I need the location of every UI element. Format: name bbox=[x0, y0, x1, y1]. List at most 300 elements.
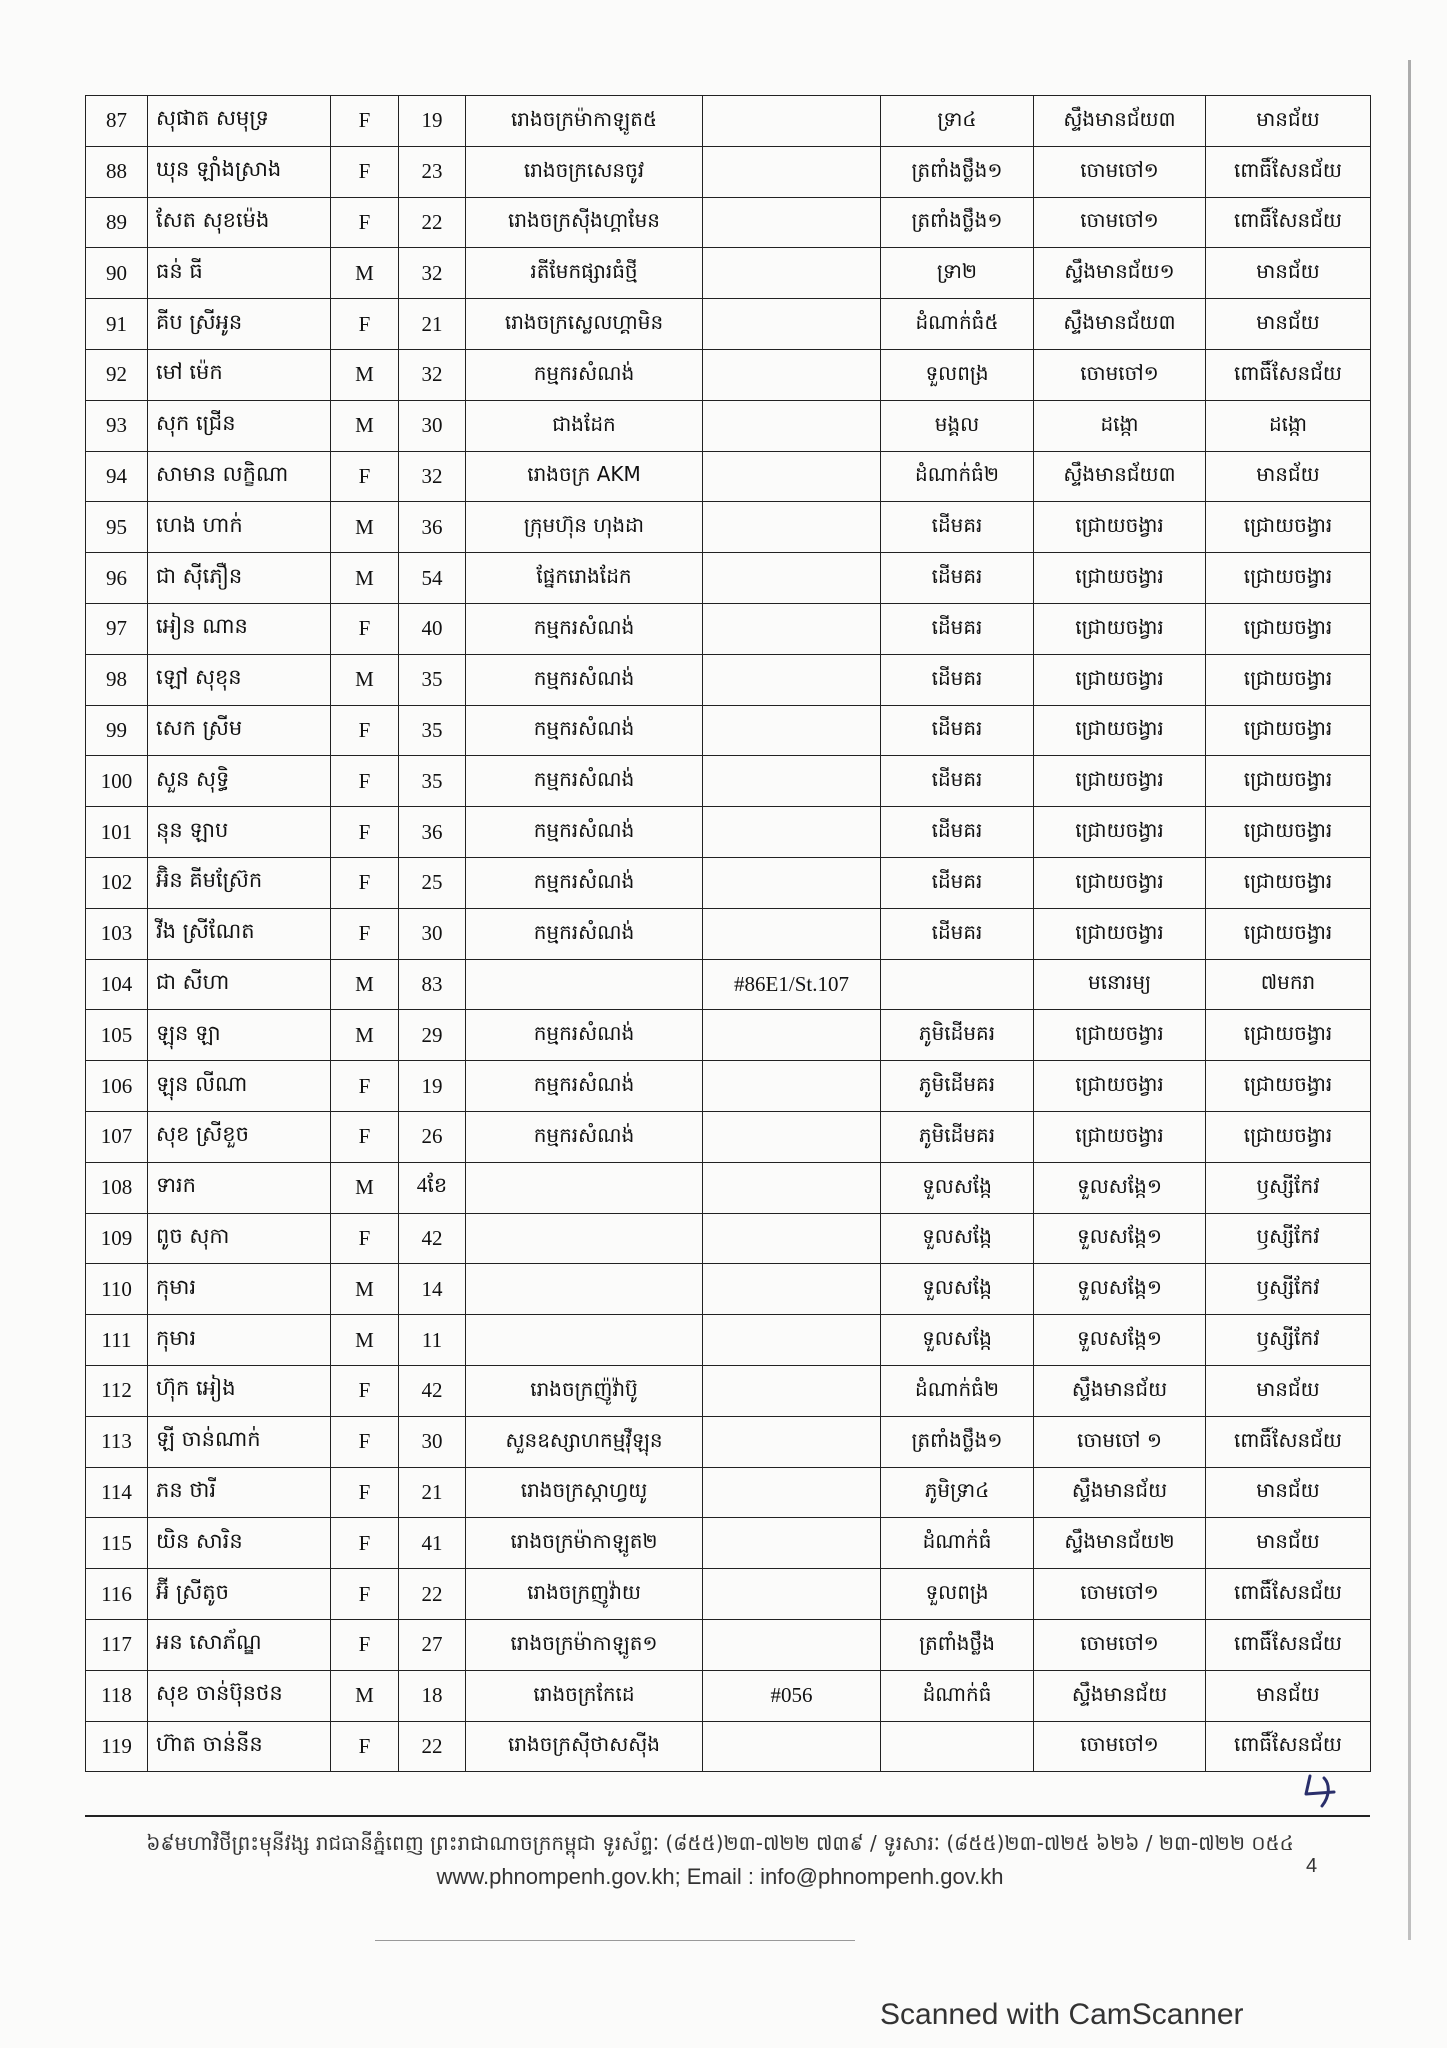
row-number-cell: 94 bbox=[86, 451, 148, 502]
sangkat-cell: ស្ទឹងមានជ័យ bbox=[1034, 1670, 1206, 1721]
row-number-cell: 87 bbox=[86, 96, 148, 147]
workplace-cell: រោងចក្រសេនចូវ bbox=[466, 146, 703, 197]
table-row bbox=[86, 1264, 1371, 1315]
village-cell: ដើមគរ bbox=[881, 908, 1034, 959]
village-cell: ដើមគរ bbox=[881, 857, 1034, 908]
person-name-cell: វីង ស្រីណែត bbox=[148, 908, 331, 959]
sex-cell: F bbox=[331, 299, 399, 350]
khan-cell: ជ្រោយចង្វារ bbox=[1206, 756, 1371, 807]
khan-cell: មានជ័យ bbox=[1206, 1365, 1371, 1416]
sex-cell: F bbox=[331, 1213, 399, 1264]
house-address-cell bbox=[703, 1619, 881, 1670]
sangkat-cell: ទួលសង្កែ១ bbox=[1034, 1162, 1206, 1213]
table-row bbox=[86, 299, 1371, 350]
sangkat-cell: ដង្កោ bbox=[1034, 400, 1206, 451]
house-address-cell bbox=[703, 553, 881, 604]
house-address-cell: #056 bbox=[703, 1670, 881, 1721]
age-cell: 21 bbox=[399, 299, 466, 350]
khan-cell: ជ្រោយចង្វារ bbox=[1206, 1010, 1371, 1061]
sex-cell: F bbox=[331, 1518, 399, 1569]
person-name-cell: ទារក bbox=[148, 1162, 331, 1213]
table-row bbox=[86, 756, 1371, 807]
person-name-cell: ជា ស៊ីភឿន bbox=[148, 553, 331, 604]
sex-cell: F bbox=[331, 705, 399, 756]
age-cell: 30 bbox=[399, 400, 466, 451]
sex-cell: F bbox=[331, 1569, 399, 1620]
row-number-cell: 102 bbox=[86, 857, 148, 908]
village-cell: ភូមិដើមគរ bbox=[881, 1010, 1034, 1061]
age-cell: 21 bbox=[399, 1467, 466, 1518]
sangkat-cell: ជ្រោយចង្វារ bbox=[1034, 807, 1206, 858]
table-row bbox=[86, 451, 1371, 502]
age-cell: 19 bbox=[399, 96, 466, 147]
person-name-cell: នុន ឡាប bbox=[148, 807, 331, 858]
age-cell: 23 bbox=[399, 146, 466, 197]
age-cell: 35 bbox=[399, 654, 466, 705]
sangkat-cell: ជ្រោយចង្វារ bbox=[1034, 553, 1206, 604]
village-cell: ដើមគរ bbox=[881, 654, 1034, 705]
village-cell: ភូមិទ្រា៤ bbox=[881, 1467, 1034, 1518]
table-row bbox=[86, 1111, 1371, 1162]
workplace-cell: រោងចក្រម៉ាកាឡូត៥ bbox=[466, 96, 703, 147]
village-cell: មង្គល bbox=[881, 400, 1034, 451]
village-cell: ភូមិដើមគរ bbox=[881, 1061, 1034, 1112]
table-row bbox=[86, 1670, 1371, 1721]
house-address-cell bbox=[703, 1518, 881, 1569]
sex-cell: M bbox=[331, 654, 399, 705]
village-cell: ទ្រា៤ bbox=[881, 96, 1034, 147]
workplace-cell: រោងចក្រម៉ាកាឡូត២ bbox=[466, 1518, 703, 1569]
row-number-cell: 98 bbox=[86, 654, 148, 705]
khan-cell: ឫស្សីកែវ bbox=[1206, 1315, 1371, 1366]
workplace-cell bbox=[466, 1162, 703, 1213]
workplace-cell: កម្មករសំណង់ bbox=[466, 654, 703, 705]
workplace-cell: កម្មករសំណង់ bbox=[466, 349, 703, 400]
khan-cell: ឫស្សីកែវ bbox=[1206, 1213, 1371, 1264]
village-cell: ទួលសង្កែ bbox=[881, 1213, 1034, 1264]
sangkat-cell: ចោមចៅ១ bbox=[1034, 1619, 1206, 1670]
house-address-cell bbox=[703, 857, 881, 908]
sex-cell: M bbox=[331, 1670, 399, 1721]
person-name-cell: គីប ស្រីអូន bbox=[148, 299, 331, 350]
khan-cell: មានជ័យ bbox=[1206, 1467, 1371, 1518]
workplace-cell bbox=[466, 1213, 703, 1264]
sangkat-cell: ស្ទឹងមានជ័យ៣ bbox=[1034, 451, 1206, 502]
workplace-cell: ក្រុមហ៊ុន ហុងដា bbox=[466, 502, 703, 553]
village-cell: ទួលសង្កែ bbox=[881, 1162, 1034, 1213]
table-row bbox=[86, 603, 1371, 654]
house-address-cell bbox=[703, 705, 881, 756]
table-row bbox=[86, 908, 1371, 959]
workplace-cell: កម្មករសំណង់ bbox=[466, 908, 703, 959]
house-address-cell bbox=[703, 299, 881, 350]
sangkat-cell: ជ្រោយចង្វារ bbox=[1034, 705, 1206, 756]
house-address-cell bbox=[703, 1213, 881, 1264]
row-number-cell: 106 bbox=[86, 1061, 148, 1112]
sex-cell: F bbox=[331, 1467, 399, 1518]
table-row bbox=[86, 1416, 1371, 1467]
table-row bbox=[86, 1365, 1371, 1416]
workplace-cell: រោងចក្រស្កាហ្វយូ bbox=[466, 1467, 703, 1518]
workplace-cell bbox=[466, 1264, 703, 1315]
house-address-cell bbox=[703, 1264, 881, 1315]
workplace-cell: ជាងដែក bbox=[466, 400, 703, 451]
sangkat-cell: ស្ទឹងមានជ័យ bbox=[1034, 1467, 1206, 1518]
workplace-cell bbox=[466, 1315, 703, 1366]
person-name-cell: ឃុន ឡាំងស្រាង bbox=[148, 146, 331, 197]
person-name-cell: សែត សុខម៉េង bbox=[148, 197, 331, 248]
house-address-cell bbox=[703, 1467, 881, 1518]
row-number-cell: 114 bbox=[86, 1467, 148, 1518]
age-cell: 41 bbox=[399, 1518, 466, 1569]
khan-cell: ជ្រោយចង្វារ bbox=[1206, 553, 1371, 604]
bottom-rule bbox=[375, 1940, 855, 1941]
sangkat-cell: ស្ទឹងមានជ័យ១ bbox=[1034, 248, 1206, 299]
table-row bbox=[86, 1162, 1371, 1213]
sex-cell: M bbox=[331, 1264, 399, 1315]
person-name-cell: ភន ថារី bbox=[148, 1467, 331, 1518]
khan-cell: ជ្រោយចង្វារ bbox=[1206, 1061, 1371, 1112]
workplace-cell: រោងចក្រស៊ីថាសស៊ីង bbox=[466, 1721, 703, 1772]
house-address-cell bbox=[703, 349, 881, 400]
person-name-cell: ឡៅ សុខុន bbox=[148, 654, 331, 705]
workplace-cell: រោងចក្រញូវ៉ាយ bbox=[466, 1569, 703, 1620]
table-row bbox=[86, 400, 1371, 451]
khan-cell: ជ្រោយចង្វារ bbox=[1206, 908, 1371, 959]
table-row bbox=[86, 1569, 1371, 1620]
row-number-cell: 107 bbox=[86, 1111, 148, 1162]
table-row bbox=[86, 146, 1371, 197]
khan-cell: ដង្កោ bbox=[1206, 400, 1371, 451]
age-cell: 32 bbox=[399, 248, 466, 299]
khan-cell: មានជ័យ bbox=[1206, 1670, 1371, 1721]
house-address-cell bbox=[703, 1569, 881, 1620]
age-cell: 18 bbox=[399, 1670, 466, 1721]
khan-cell: ឫស្សីកែវ bbox=[1206, 1264, 1371, 1315]
sex-cell: M bbox=[331, 1010, 399, 1061]
sangkat-cell: ទួលសង្កែ១ bbox=[1034, 1315, 1206, 1366]
table-row bbox=[86, 1061, 1371, 1112]
person-name-cell: ពូច សុកា bbox=[148, 1213, 331, 1264]
age-cell: 42 bbox=[399, 1213, 466, 1264]
person-name-cell: មៅ ម៉េក bbox=[148, 349, 331, 400]
person-name-cell: អៀន ណាន bbox=[148, 603, 331, 654]
table-row bbox=[86, 1721, 1371, 1772]
sex-cell: M bbox=[331, 553, 399, 604]
records-body bbox=[86, 96, 1371, 1772]
village-cell: ទួលពង្រ bbox=[881, 1569, 1034, 1620]
person-name-cell: ឡុន ឡា bbox=[148, 1010, 331, 1061]
row-number-cell: 100 bbox=[86, 756, 148, 807]
sex-cell: F bbox=[331, 1416, 399, 1467]
khan-cell: ឫស្សីកែវ bbox=[1206, 1162, 1371, 1213]
age-cell: 30 bbox=[399, 908, 466, 959]
row-number-cell: 108 bbox=[86, 1162, 148, 1213]
table-row bbox=[86, 248, 1371, 299]
row-number-cell: 110 bbox=[86, 1264, 148, 1315]
khan-cell: ជ្រោយចង្វារ bbox=[1206, 654, 1371, 705]
table-row bbox=[86, 1467, 1371, 1518]
sex-cell: F bbox=[331, 1721, 399, 1772]
village-cell: ដំណាក់ធំ៥ bbox=[881, 299, 1034, 350]
sex-cell: F bbox=[331, 1061, 399, 1112]
village-cell: ដំណាក់ធំ bbox=[881, 1670, 1034, 1721]
khan-cell: ពោធិ៍សែនជ័យ bbox=[1206, 1619, 1371, 1670]
row-number-cell: 105 bbox=[86, 1010, 148, 1061]
house-address-cell bbox=[703, 146, 881, 197]
row-number-cell: 119 bbox=[86, 1721, 148, 1772]
village-cell: ដំណាក់ធំ២ bbox=[881, 1365, 1034, 1416]
footer-rule bbox=[85, 1815, 1370, 1817]
workplace-cell: រោងចក្រស៊ីងហ្គាមែន bbox=[466, 197, 703, 248]
workplace-cell: រោងចក្រញ៉ូវ៉ាប៊ូ bbox=[466, 1365, 703, 1416]
sangkat-cell: ចោមចៅ១ bbox=[1034, 349, 1206, 400]
workplace-cell bbox=[466, 959, 703, 1010]
age-cell: 36 bbox=[399, 807, 466, 858]
age-cell: 22 bbox=[399, 1721, 466, 1772]
house-address-cell bbox=[703, 96, 881, 147]
row-number-cell: 117 bbox=[86, 1619, 148, 1670]
row-number-cell: 118 bbox=[86, 1670, 148, 1721]
table-row bbox=[86, 553, 1371, 604]
sex-cell: F bbox=[331, 807, 399, 858]
age-cell: 35 bbox=[399, 756, 466, 807]
sangkat-cell: ជ្រោយចង្វារ bbox=[1034, 857, 1206, 908]
table-row bbox=[86, 1213, 1371, 1264]
age-cell: 35 bbox=[399, 705, 466, 756]
sex-cell: F bbox=[331, 1365, 399, 1416]
house-address-cell bbox=[703, 603, 881, 654]
age-cell: 54 bbox=[399, 553, 466, 604]
table-row bbox=[86, 1518, 1371, 1569]
village-cell: ដើមគរ bbox=[881, 553, 1034, 604]
sangkat-cell: ជ្រោយចង្វារ bbox=[1034, 1010, 1206, 1061]
row-number-cell: 97 bbox=[86, 603, 148, 654]
table-row bbox=[86, 959, 1371, 1010]
age-cell: 29 bbox=[399, 1010, 466, 1061]
workplace-cell: រោងចក្រម៉ាកាឡូត១ bbox=[466, 1619, 703, 1670]
table-row bbox=[86, 349, 1371, 400]
person-name-cell: ធន់ ធី bbox=[148, 248, 331, 299]
khan-cell: ជ្រោយចង្វារ bbox=[1206, 1111, 1371, 1162]
village-cell: ត្រពាំងថ្លឹង១ bbox=[881, 197, 1034, 248]
khan-cell: ពោធិ៍សែនជ័យ bbox=[1206, 146, 1371, 197]
age-cell: 27 bbox=[399, 1619, 466, 1670]
sangkat-cell: ទួលសង្កែ១ bbox=[1034, 1264, 1206, 1315]
village-cell: ដើមគរ bbox=[881, 603, 1034, 654]
sangkat-cell: ចោមចៅ១ bbox=[1034, 197, 1206, 248]
table-row bbox=[86, 705, 1371, 756]
khan-cell: ៧មករា bbox=[1206, 959, 1371, 1010]
sex-cell: M bbox=[331, 1162, 399, 1213]
age-cell: 30 bbox=[399, 1416, 466, 1467]
footer-address: ៦៩មហាវិថីព្រះមុនីវង្ស រាជធានីភ្នំពេញ ព្រះរាជាណាចក្រកម្ពុជា ទូរស័ព្ទៈ (៨៥៥)២៣-៧២២ ៧៣៩ / ទូរសារៈ (៨៥៥)២៣-៧២៥ ៦២៦ / ២៣-៧២២ ០៥៤ bbox=[146, 1831, 1294, 1855]
workplace-cell: សួនឧស្សាហកម្មវ៉ឺឡុន bbox=[466, 1416, 703, 1467]
sex-cell: M bbox=[331, 959, 399, 1010]
khan-cell: ជ្រោយចង្វារ bbox=[1206, 705, 1371, 756]
row-number-cell: 111 bbox=[86, 1315, 148, 1366]
village-cell: ដំណាក់ធំ២ bbox=[881, 451, 1034, 502]
age-cell: 32 bbox=[399, 451, 466, 502]
table-row bbox=[86, 96, 1371, 147]
village-cell: ដើមគរ bbox=[881, 807, 1034, 858]
village-cell: ត្រពាំងថ្លឹង១ bbox=[881, 146, 1034, 197]
row-number-cell: 104 bbox=[86, 959, 148, 1010]
workplace-cell: កម្មករសំណង់ bbox=[466, 756, 703, 807]
age-cell: 32 bbox=[399, 349, 466, 400]
workplace-cell: កម្មករសំណង់ bbox=[466, 705, 703, 756]
sangkat-cell: ចោមចៅ១ bbox=[1034, 1569, 1206, 1620]
sex-cell: F bbox=[331, 1619, 399, 1670]
khan-cell: ជ្រោយចង្វារ bbox=[1206, 807, 1371, 858]
village-cell: ទ្រា២ bbox=[881, 248, 1034, 299]
table-row bbox=[86, 654, 1371, 705]
sex-cell: F bbox=[331, 908, 399, 959]
khan-cell: ជ្រោយចង្វារ bbox=[1206, 857, 1371, 908]
row-number-cell: 90 bbox=[86, 248, 148, 299]
sangkat-cell: ជ្រោយចង្វារ bbox=[1034, 654, 1206, 705]
age-cell: 19 bbox=[399, 1061, 466, 1112]
workplace-cell: កម្មករសំណង់ bbox=[466, 1010, 703, 1061]
sex-cell: M bbox=[331, 248, 399, 299]
age-cell: 83 bbox=[399, 959, 466, 1010]
row-number-cell: 115 bbox=[86, 1518, 148, 1569]
village-cell: ទួលសង្កែ bbox=[881, 1315, 1034, 1366]
house-address-cell bbox=[703, 654, 881, 705]
table-row bbox=[86, 857, 1371, 908]
age-cell: 11 bbox=[399, 1315, 466, 1366]
age-cell: 42 bbox=[399, 1365, 466, 1416]
sangkat-cell: ទួលសង្កែ១ bbox=[1034, 1213, 1206, 1264]
khan-cell: ពោធិ៍សែនជ័យ bbox=[1206, 1569, 1371, 1620]
person-name-cell: ឡី ចាន់ណាក់ bbox=[148, 1416, 331, 1467]
house-address-cell bbox=[703, 1061, 881, 1112]
workplace-cell: កម្មករសំណង់ bbox=[466, 603, 703, 654]
house-address-cell bbox=[703, 451, 881, 502]
house-address-cell bbox=[703, 1010, 881, 1061]
handwritten-mark bbox=[1300, 1770, 1344, 1810]
person-name-cell: សុខ ស្រីខួច bbox=[148, 1111, 331, 1162]
footer-web-email: www.phnompenh.gov.kh; Email : info@phnompenh.gov.kh bbox=[436, 1864, 1004, 1889]
sangkat-cell: ជ្រោយចង្វារ bbox=[1034, 603, 1206, 654]
village-cell: ភូមិដើមគរ bbox=[881, 1111, 1034, 1162]
khan-cell: ពោធិ៍សែនជ័យ bbox=[1206, 197, 1371, 248]
village-cell: ទួលពង្រ bbox=[881, 349, 1034, 400]
row-number-cell: 113 bbox=[86, 1416, 148, 1467]
person-name-cell: ឡុន លីណា bbox=[148, 1061, 331, 1112]
age-cell: 14 bbox=[399, 1264, 466, 1315]
house-address-cell bbox=[703, 807, 881, 858]
age-cell: 4ខែ bbox=[399, 1162, 466, 1213]
person-name-cell: ជា សីហា bbox=[148, 959, 331, 1010]
village-cell: ត្រពាំងថ្លឹង bbox=[881, 1619, 1034, 1670]
person-name-cell: សុខ ចាន់ប៊ុនថន bbox=[148, 1670, 331, 1721]
person-name-cell: សុផាត សមុទ្រ bbox=[148, 96, 331, 147]
workplace-cell: កម្មករសំណង់ bbox=[466, 1061, 703, 1112]
person-name-cell: អន សោភ័ណ្ឌ bbox=[148, 1619, 331, 1670]
khan-cell: ពោធិ៍សែនជ័យ bbox=[1206, 1721, 1371, 1772]
table-row bbox=[86, 1010, 1371, 1061]
table-row bbox=[86, 197, 1371, 248]
khan-cell: មានជ័យ bbox=[1206, 1518, 1371, 1569]
workplace-cell: រោងចក្រកែដេ bbox=[466, 1670, 703, 1721]
khan-cell: មានជ័យ bbox=[1206, 96, 1371, 147]
page-edge-shadow bbox=[1408, 60, 1411, 1940]
sex-cell: F bbox=[331, 96, 399, 147]
person-name-cell: កុមារ bbox=[148, 1264, 331, 1315]
sangkat-cell: ជ្រោយចង្វារ bbox=[1034, 756, 1206, 807]
house-address-cell bbox=[703, 248, 881, 299]
row-number-cell: 93 bbox=[86, 400, 148, 451]
sex-cell: F bbox=[331, 756, 399, 807]
sex-cell: F bbox=[331, 451, 399, 502]
row-number-cell: 91 bbox=[86, 299, 148, 350]
khan-cell: មានជ័យ bbox=[1206, 451, 1371, 502]
age-cell: 25 bbox=[399, 857, 466, 908]
sex-cell: F bbox=[331, 857, 399, 908]
sex-cell: M bbox=[331, 502, 399, 553]
sangkat-cell: ជ្រោយចង្វារ bbox=[1034, 502, 1206, 553]
scanner-watermark: Scanned with CamScanner bbox=[880, 1998, 1244, 2031]
village-cell: ទួលសង្កែ bbox=[881, 1264, 1034, 1315]
village-cell: ដើមគរ bbox=[881, 756, 1034, 807]
khan-cell: មានជ័យ bbox=[1206, 299, 1371, 350]
workplace-cell: កម្មករសំណង់ bbox=[466, 807, 703, 858]
house-address-cell bbox=[703, 197, 881, 248]
house-address-cell bbox=[703, 1111, 881, 1162]
person-name-cell: ហ៊ុក អៀង bbox=[148, 1365, 331, 1416]
sex-cell: F bbox=[331, 146, 399, 197]
age-cell: 26 bbox=[399, 1111, 466, 1162]
age-cell: 22 bbox=[399, 197, 466, 248]
workplace-cell: កម្មករសំណង់ bbox=[466, 1111, 703, 1162]
khan-cell: ពោធិ៍សែនជ័យ bbox=[1206, 1416, 1371, 1467]
village-cell: ដើមគរ bbox=[881, 502, 1034, 553]
sex-cell: M bbox=[331, 349, 399, 400]
row-number-cell: 99 bbox=[86, 705, 148, 756]
sangkat-cell: ចោមចៅ ១ bbox=[1034, 1416, 1206, 1467]
sangkat-cell: ស្ទឹងមានជ័យ៣ bbox=[1034, 299, 1206, 350]
sangkat-cell: ចោមចៅ១ bbox=[1034, 1721, 1206, 1772]
house-address-cell bbox=[703, 400, 881, 451]
row-number-cell: 109 bbox=[86, 1213, 148, 1264]
page-number: 4 bbox=[1306, 1855, 1318, 1877]
sangkat-cell: ស្ទឹងមានជ័យ២ bbox=[1034, 1518, 1206, 1569]
person-name-cell: ហេង ហាក់ bbox=[148, 502, 331, 553]
workplace-cell: កម្មករសំណង់ bbox=[466, 857, 703, 908]
age-cell: 36 bbox=[399, 502, 466, 553]
age-cell: 40 bbox=[399, 603, 466, 654]
sangkat-cell: ជ្រោយចង្វារ bbox=[1034, 1111, 1206, 1162]
village-cell: ត្រពាំងថ្លឹង១ bbox=[881, 1416, 1034, 1467]
sangkat-cell: ចោមចៅ១ bbox=[1034, 146, 1206, 197]
house-address-cell bbox=[703, 1162, 881, 1213]
row-number-cell: 92 bbox=[86, 349, 148, 400]
khan-cell: ជ្រោយចង្វារ bbox=[1206, 603, 1371, 654]
person-name-cell: សួន សុទ្ធិ bbox=[148, 756, 331, 807]
village-cell bbox=[881, 959, 1034, 1010]
row-number-cell: 112 bbox=[86, 1365, 148, 1416]
person-name-cell: យិន សារិន bbox=[148, 1518, 331, 1569]
person-name-cell: អ៊ិន គីមស្រ៊ែក bbox=[148, 857, 331, 908]
table-row bbox=[86, 502, 1371, 553]
records-table bbox=[85, 95, 1371, 1772]
house-address-cell bbox=[703, 1416, 881, 1467]
sex-cell: F bbox=[331, 603, 399, 654]
table-row bbox=[86, 807, 1371, 858]
house-address-cell bbox=[703, 1365, 881, 1416]
table-row bbox=[86, 1315, 1371, 1366]
